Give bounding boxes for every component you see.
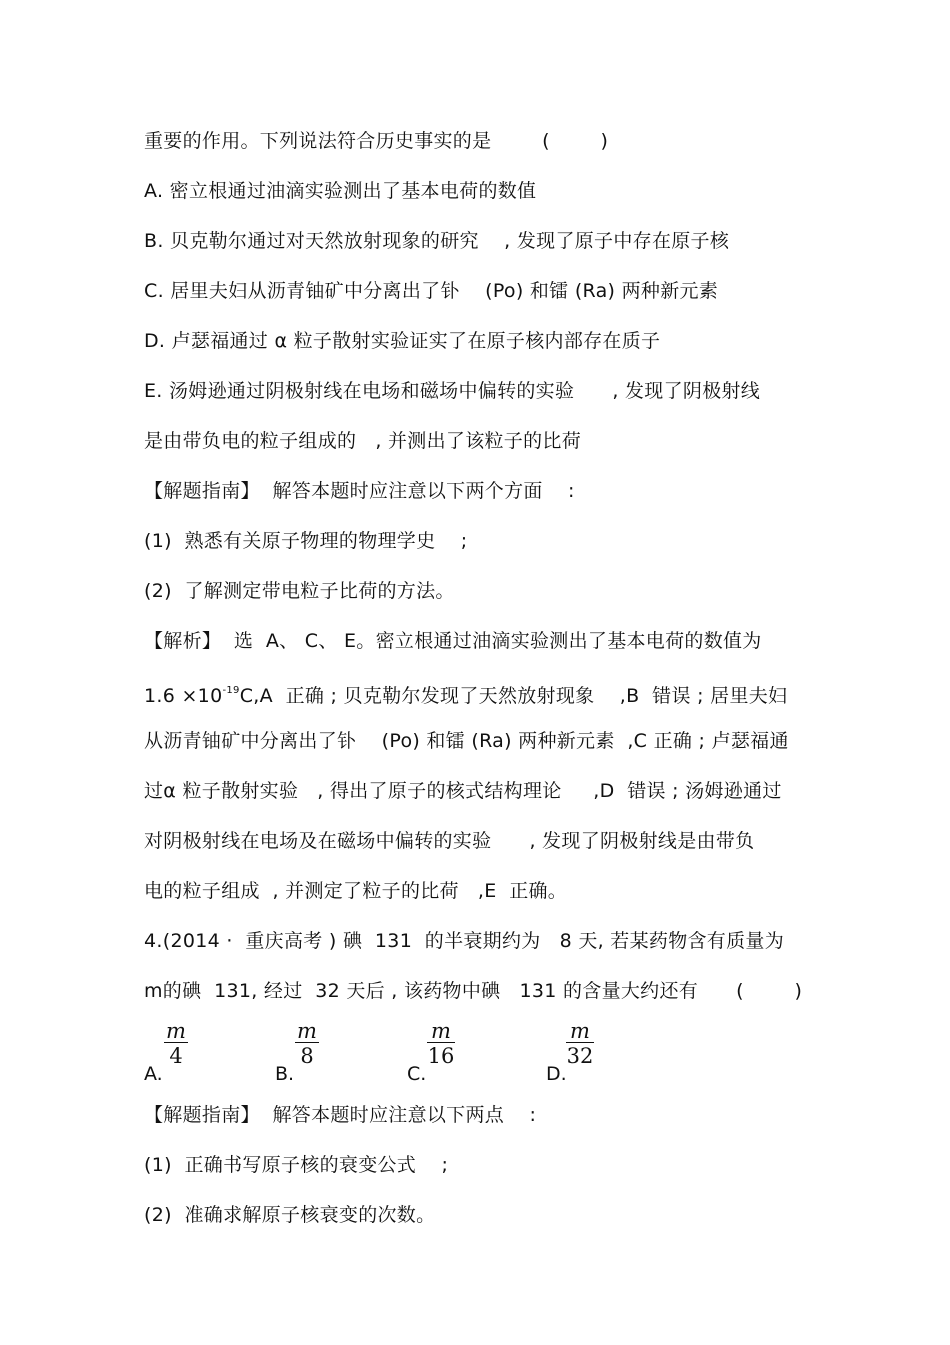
choice-a-fraction xyxy=(164,1020,188,1067)
choice-c-fraction xyxy=(427,1020,455,1067)
guide-point-2-1: (1) 正确书写原子核的衰变公式 ; xyxy=(144,1154,449,1176)
choice-c-denominator: 16 xyxy=(427,1044,455,1068)
option-b-text: B. 贝克勒尔通过对天然放射现象的研究 , 发现了原子中存在原子核 xyxy=(144,230,730,252)
analysis-line-3: 从沥青铀矿中分离出了钋 (Po) 和镭 (Ra) 两种新元素 ,C 正确 ; 卢瑟福通 xyxy=(144,730,789,752)
option-d-text: D. 卢瑟福通过 α 粒子散射实验证实了在原子核内部存在质子 xyxy=(144,330,661,352)
question-4-line-1: 4.(2014 · 重庆高考 ) 碘 131 的半衰期约为 8 天, 若某药物含有质量为 xyxy=(144,930,784,952)
guide-point-1: (1) 熟悉有关原子物理的物理学史 ; xyxy=(144,530,468,552)
analysis-line-2 xyxy=(144,678,787,709)
choice-d-denominator: 32 xyxy=(566,1044,594,1068)
choice-c-label: C. xyxy=(407,1063,427,1085)
choice-d-numerator: m xyxy=(570,1019,590,1043)
analysis-line-1: 【解析】 选 A、 C、 E。密立根通过油滴实验测出了基本电荷的数值为 xyxy=(144,630,762,652)
choice-b-numerator: m xyxy=(297,1019,317,1043)
guide-heading-1: 【解题指南】 解答本题时应注意以下两个方面 : xyxy=(144,480,575,502)
choice-d-fraction xyxy=(566,1020,594,1067)
choice-a-label: A. xyxy=(144,1063,163,1085)
choice-b-fraction xyxy=(295,1020,319,1067)
charge-value: 1.6 ×10 xyxy=(144,685,223,707)
choice-c-numerator: m xyxy=(431,1019,451,1043)
option-a-text: A. 密立根通过油滴实验测出了基本电荷的数值 xyxy=(144,180,537,202)
analysis-line-6: 电的粒子组成 , 并测定了粒子的比荷 ,E 正确。 xyxy=(144,880,568,902)
option-e-text-line2: 是由带负电的粒子组成的 , 并测出了该粒子的比荷 xyxy=(144,430,581,452)
question-stem-tail: 重要的作用。下列说法符合历史事实的是 ( ) xyxy=(144,130,609,152)
analysis-line-5: 对阴极射线在电场及在磁场中偏转的实验 , 发现了阴极射线是由带负 xyxy=(144,830,755,852)
choice-b-label: B. xyxy=(275,1063,295,1085)
guide-point-2-2: (2) 准确求解原子核衰变的次数。 xyxy=(144,1204,436,1226)
option-e-text-line1: E. 汤姆逊通过阴极射线在电场和磁场中偏转的实验 , 发现了阴极射线 xyxy=(144,380,761,402)
guide-heading-2: 【解题指南】 解答本题时应注意以下两点 : xyxy=(144,1104,537,1126)
choice-b-denominator: 8 xyxy=(300,1044,314,1068)
option-c-text: C. 居里夫妇从沥青铀矿中分离出了钋 (Po) 和镭 (Ra) 两种新元素 xyxy=(144,280,719,302)
choice-a-denominator: 4 xyxy=(169,1044,183,1068)
analysis-line-2-rest: C,A 正确 ; 贝克勒尔发现了天然放射现象 ,B 错误 ; 居里夫妇 xyxy=(239,685,788,707)
choice-d-label: D. xyxy=(546,1063,567,1085)
question-4-line-2: m的碘 131, 经过 32 天后 , 该药物中碘 131 的含量大约还有 ( ) xyxy=(144,980,803,1002)
guide-point-2: (2) 了解测定带电粒子比荷的方法。 xyxy=(144,580,455,602)
choice-a-numerator: m xyxy=(166,1019,186,1043)
analysis-line-4: 过α 粒子散射实验 , 得出了原子的核式结构理论 ,D 错误 ; 汤姆逊通过 xyxy=(144,780,782,802)
charge-exponent: -19 xyxy=(222,685,240,696)
